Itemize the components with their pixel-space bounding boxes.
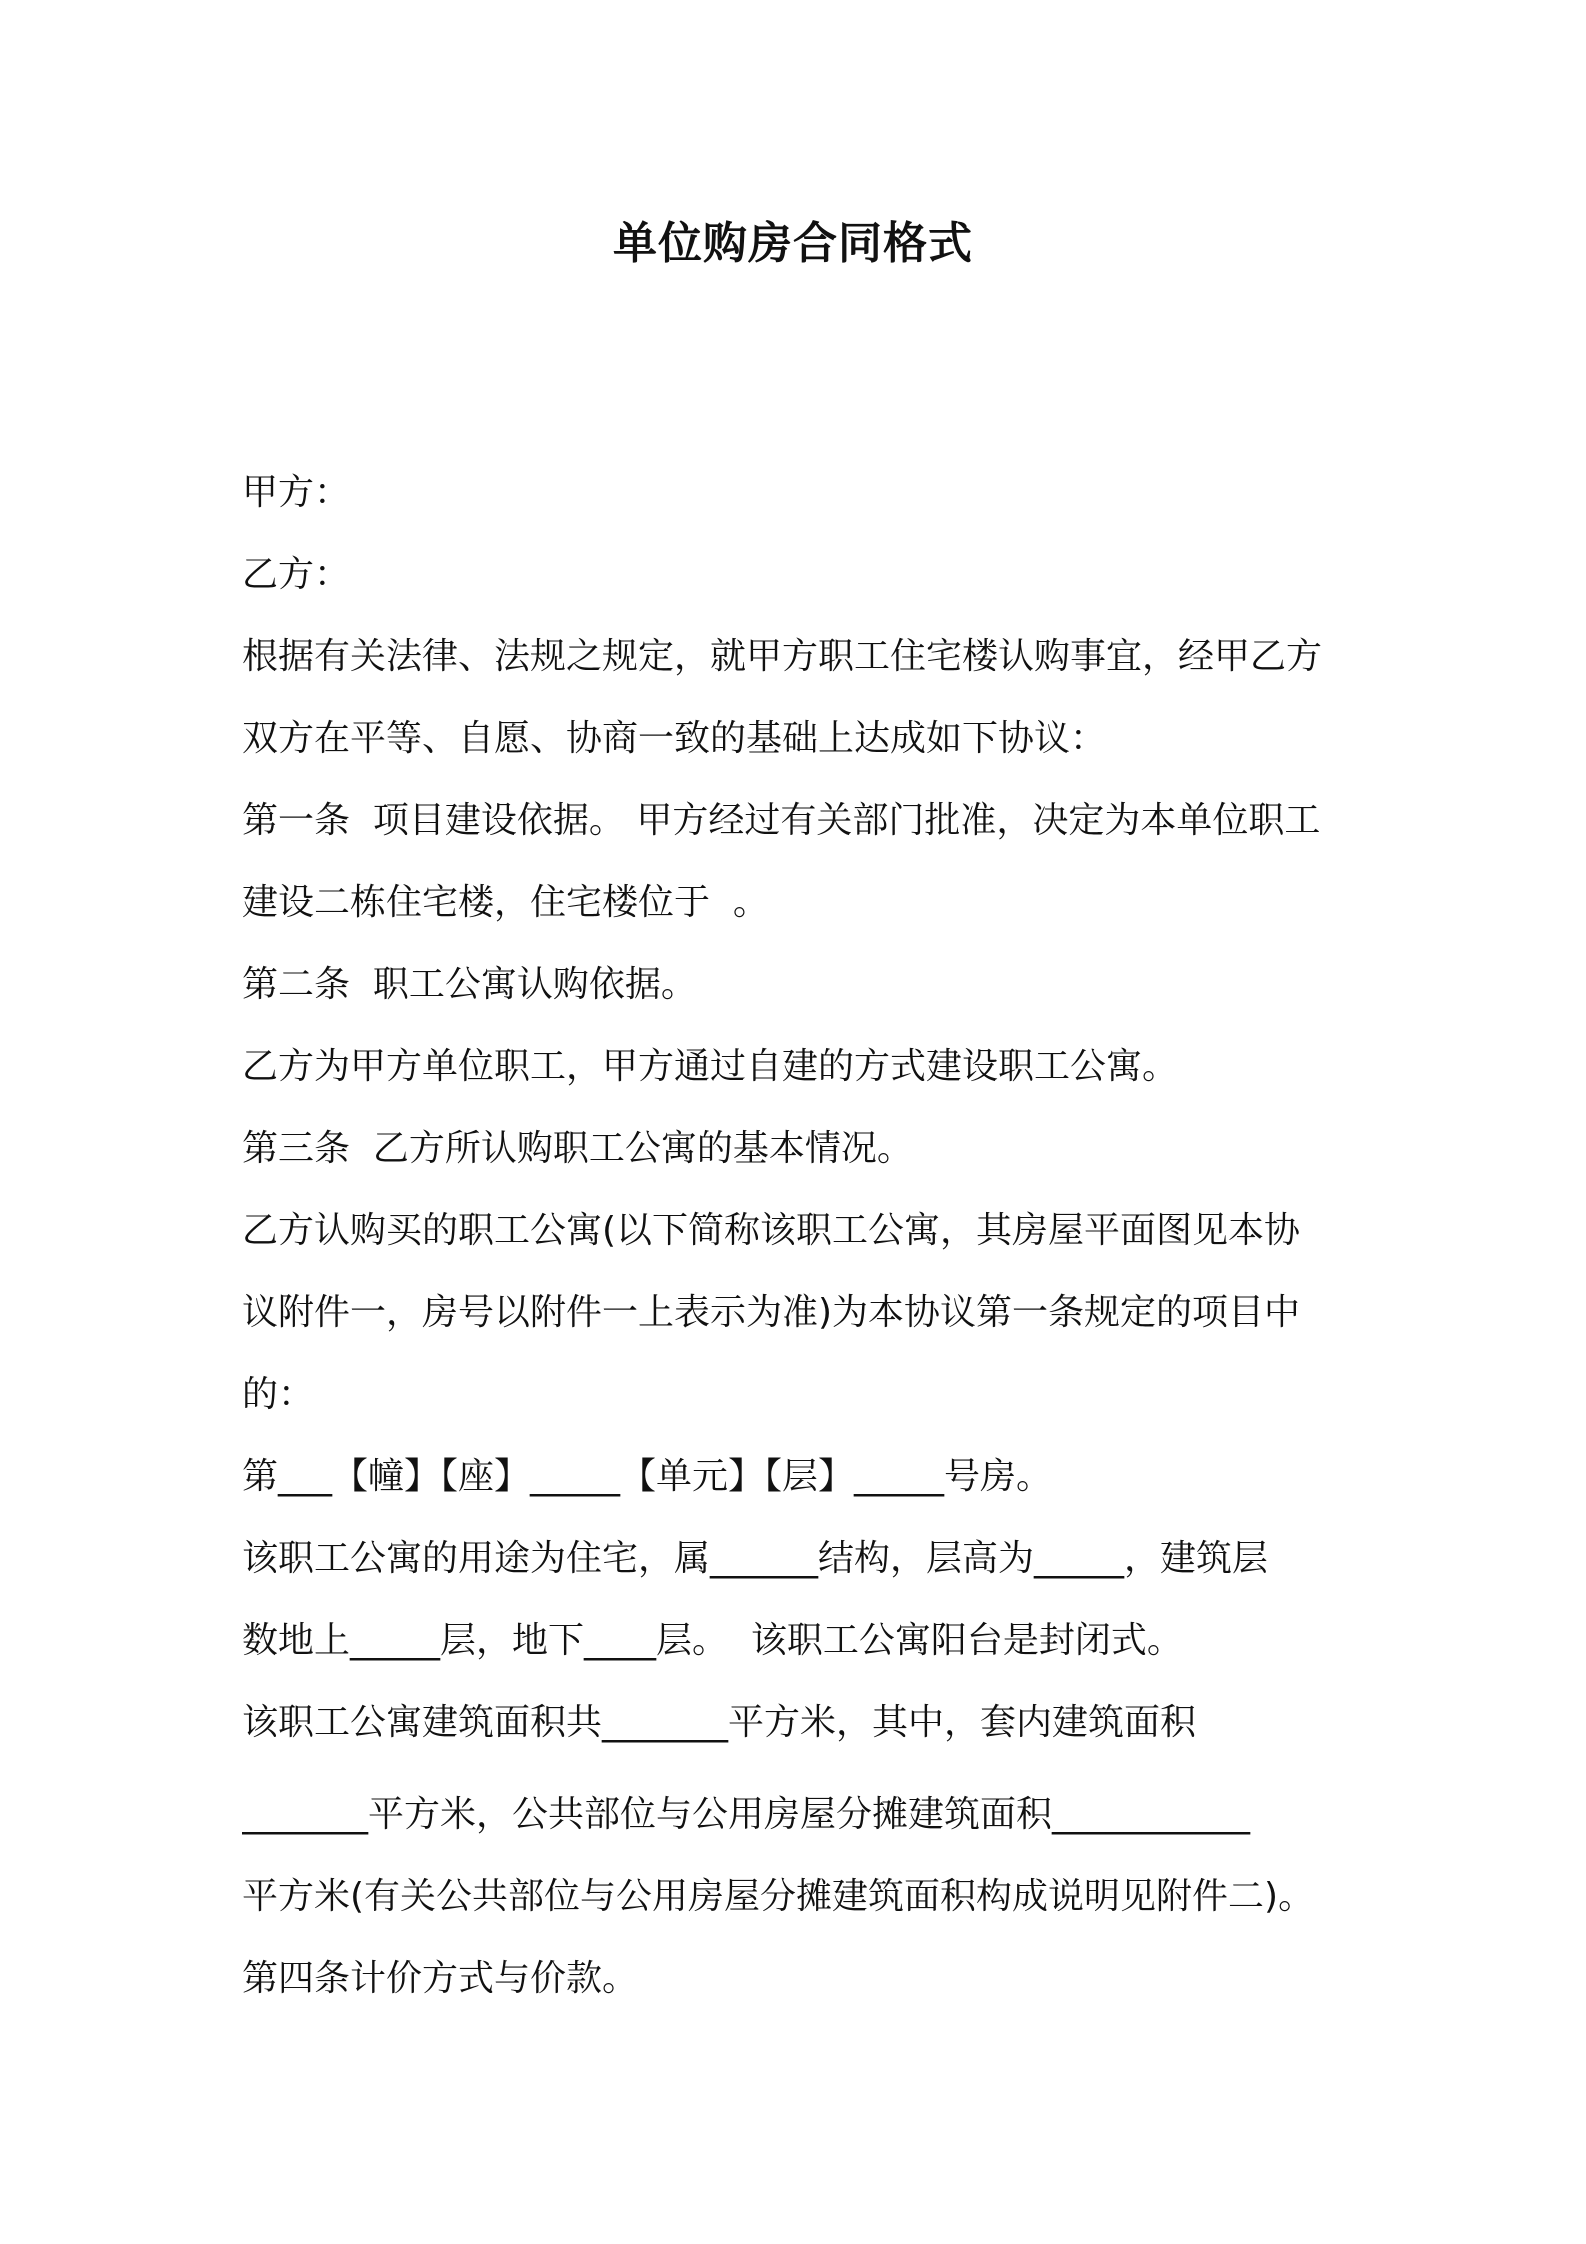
party-a-line: 甲方： — [242, 472, 351, 513]
preamble-line-2: 双方在平等、自愿、协商一致的基础上达成如下协议： — [242, 718, 1107, 759]
article-2-heading: 第二条 职工公寓认购依据。 — [242, 964, 697, 1005]
article-1-line-1: 第一条 项目建设依据。 甲方经过有关部门批准，决定为本单位职工 — [242, 800, 1321, 841]
party-b-line: 乙方： — [242, 554, 351, 595]
article-3-text-line-1: 乙方认购买的职工公寓(以下简称该职工公寓，其房屋平面图见本协 — [242, 1210, 1301, 1251]
preamble-line-1: 根据有关法律、法规之规定，就甲方职工住宅楼认购事宜，经甲乙方 — [242, 636, 1323, 677]
structure-line-2: 数地上_____层，地下____层。 该职工公寓阳台是封闭式。 — [242, 1620, 1183, 1661]
article-3-heading: 第三条 乙方所认购职工公寓的基本情况。 — [242, 1128, 913, 1169]
article-3-text-line-2: 议附件一，房号以附件一上表示为准)为本协议第一条规定的项目中 — [242, 1292, 1301, 1333]
area-line-3: 平方米(有关公共部位与公用房屋分摊建筑面积构成说明见附件二)。 — [242, 1876, 1315, 1917]
article-4-heading: 第四条计价方式与价款。 — [242, 1958, 639, 1999]
article-3-text-line-3: 的： — [242, 1374, 315, 1415]
article-2-text: 乙方为甲方单位职工，甲方通过自建的方式建设职工公寓。 — [242, 1046, 1179, 1087]
area-line-2: _______平方米，公共部位与公用房屋分摊建筑面积___________ — [242, 1794, 1251, 1835]
room-number-line: 第___【幢】【座】_____【单元】【层】_____号房。 — [242, 1456, 1053, 1497]
area-line-1: 该职工公寓建筑面积共_______平方米，其中，套内建筑面积 — [242, 1702, 1197, 1743]
structure-line-1: 该职工公寓的用途为住宅，属______结构，层高为_____，建筑层 — [242, 1538, 1269, 1579]
article-1-line-2: 建设二栋住宅楼，住宅楼位于 。 — [242, 882, 769, 923]
document-title: 单位购房合同格式 — [613, 218, 973, 269]
document-body — [242, 452, 1362, 2020]
